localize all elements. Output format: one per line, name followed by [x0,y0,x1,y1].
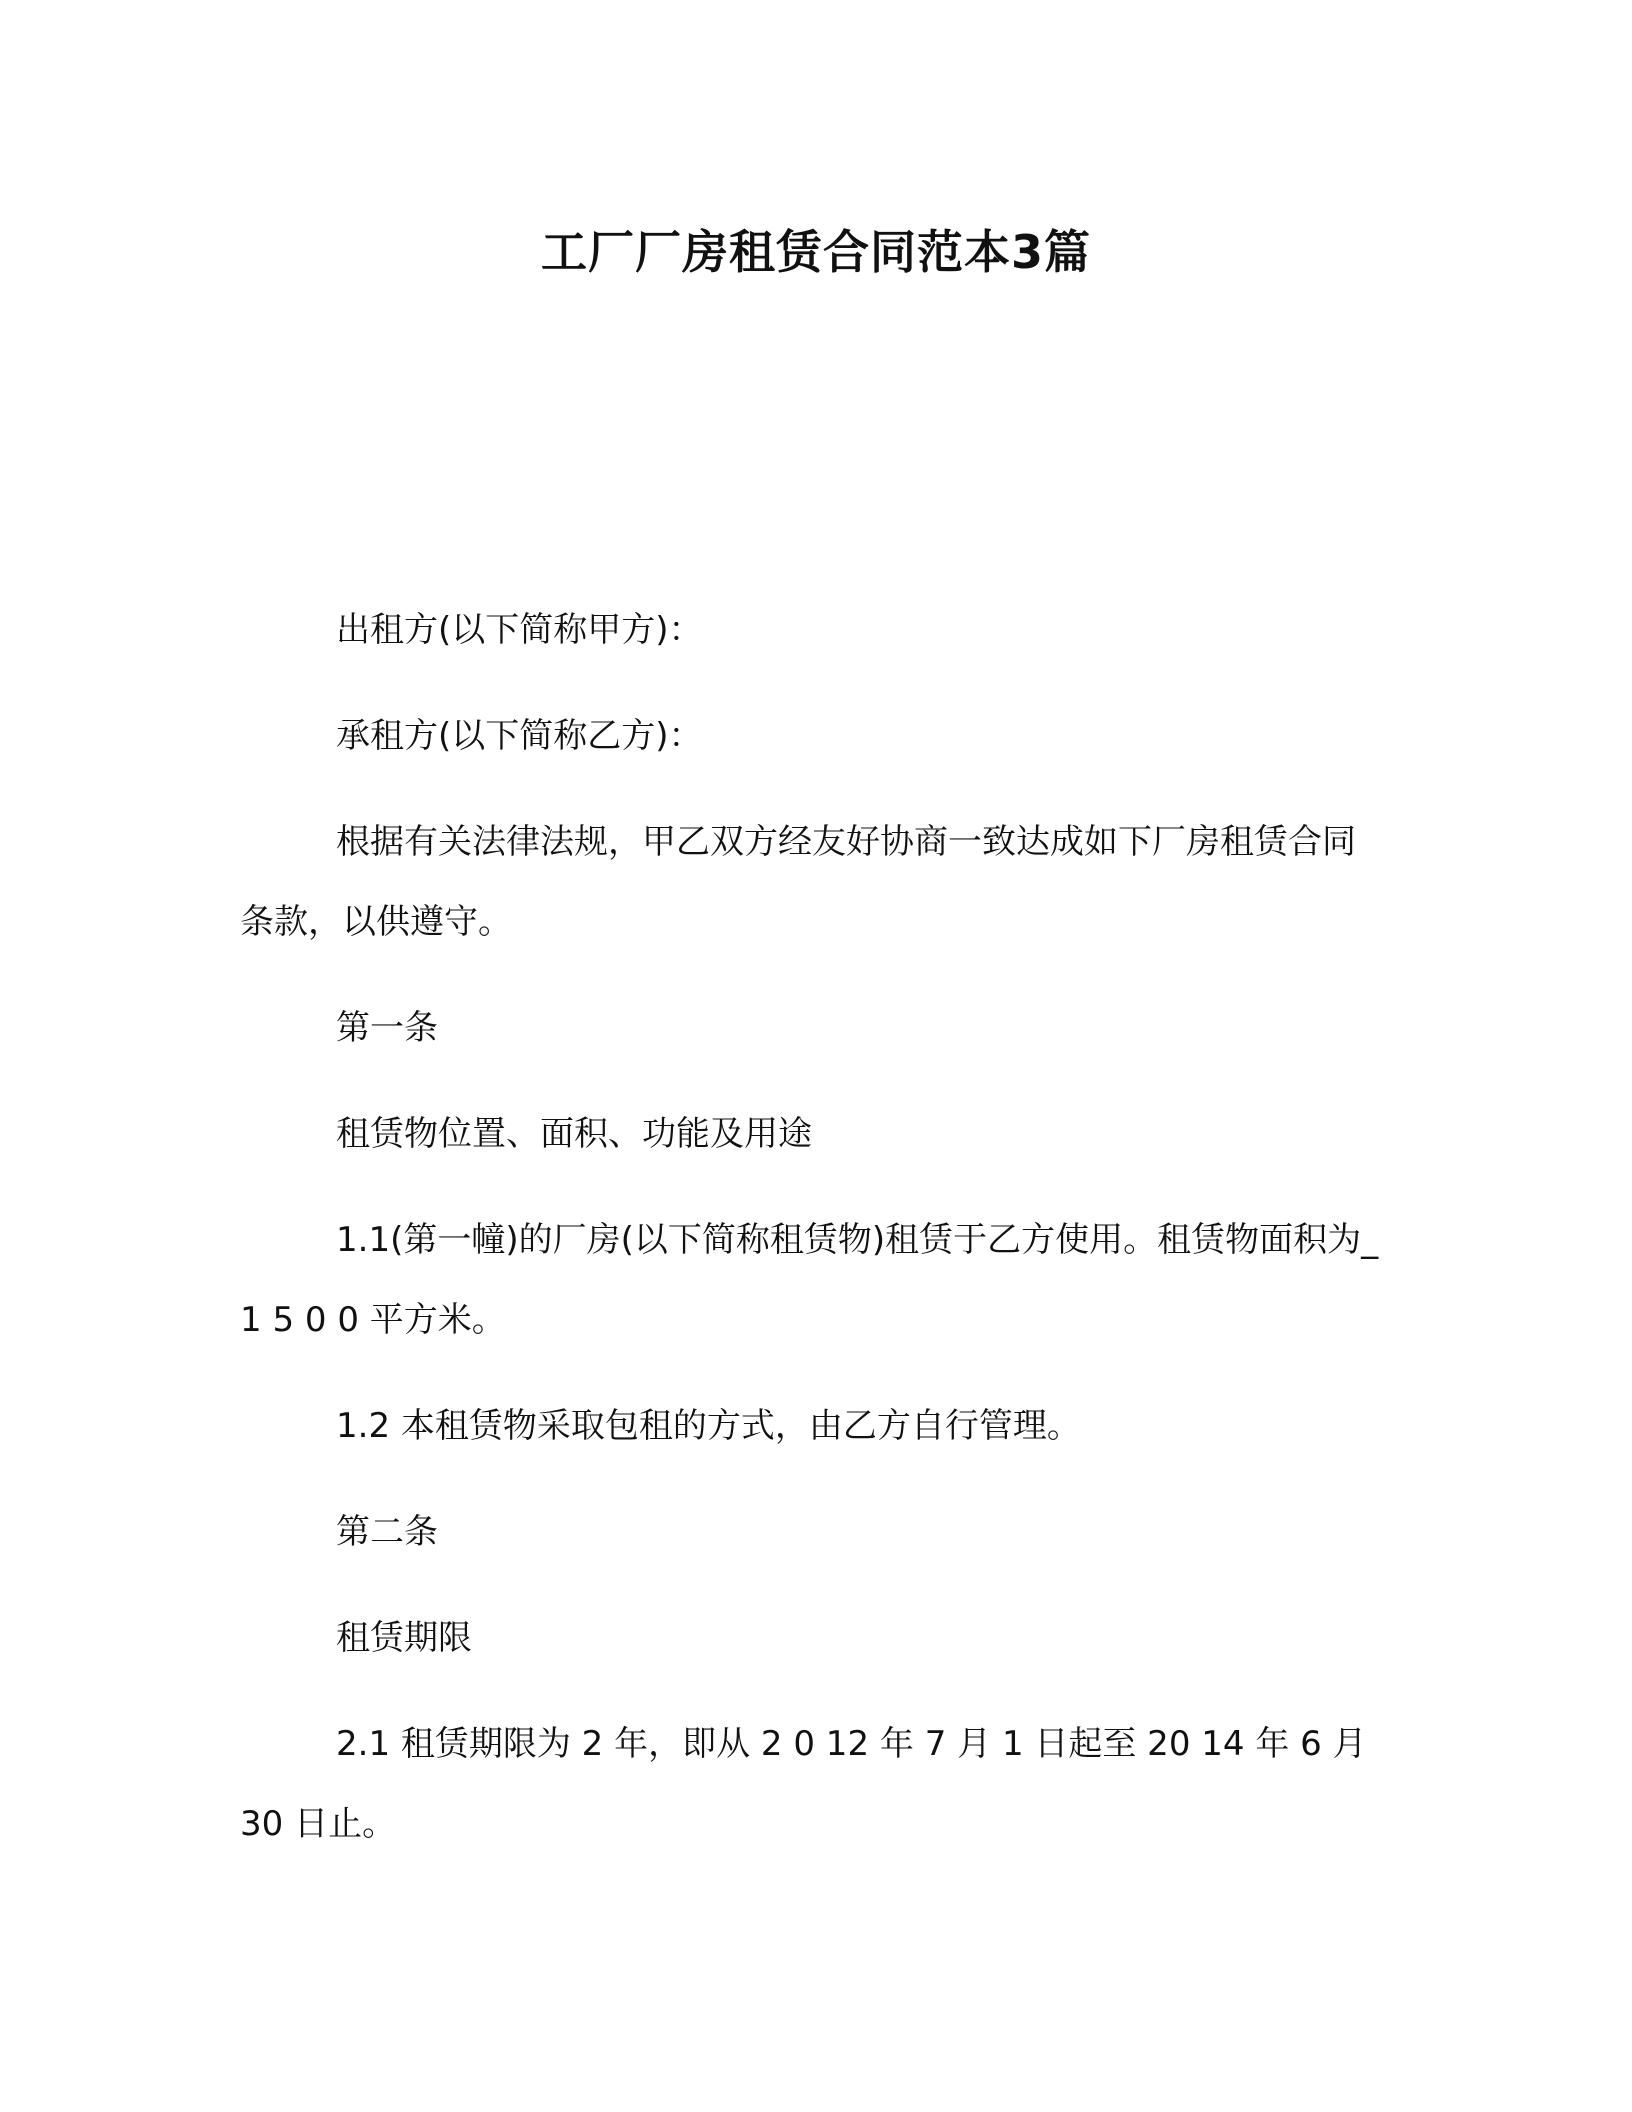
clause-1-2: 1.2 本租赁物采取包租的方式，由乙方自行管理。 [336,1406,1081,1446]
article-one-heading: 第一条 [336,1008,438,1048]
paragraph-lessor: 出租方(以下简称甲方)： [336,610,703,650]
document-body [240,590,1380,1890]
document-title: 工厂厂房租赁合同范本3篇 [540,225,1091,279]
clause-2-1: 2.1 租赁期限为 2 年，即从 2 0 12 年 7 月 1 日起至 20 14 年 6 月 30 日止。 [240,1724,1367,1844]
paragraph-lessee: 承租方(以下简称乙方)： [336,716,703,756]
article-two-heading: 第二条 [336,1512,438,1552]
article-one-subject: 租赁物位置、面积、功能及用途 [336,1114,812,1154]
article-two-subject: 租赁期限 [336,1618,472,1658]
clause-1-1: 1.1(第一幢)的厂房(以下简称租赁物)租赁于乙方使用。租赁物面积为_1 5 0 0 平方米。 [240,1220,1379,1340]
paragraph-preamble: 根据有关法律法规，甲乙双方经友好协商一致达成如下厂房租赁合同条款，以供遵守。 [240,822,1356,942]
